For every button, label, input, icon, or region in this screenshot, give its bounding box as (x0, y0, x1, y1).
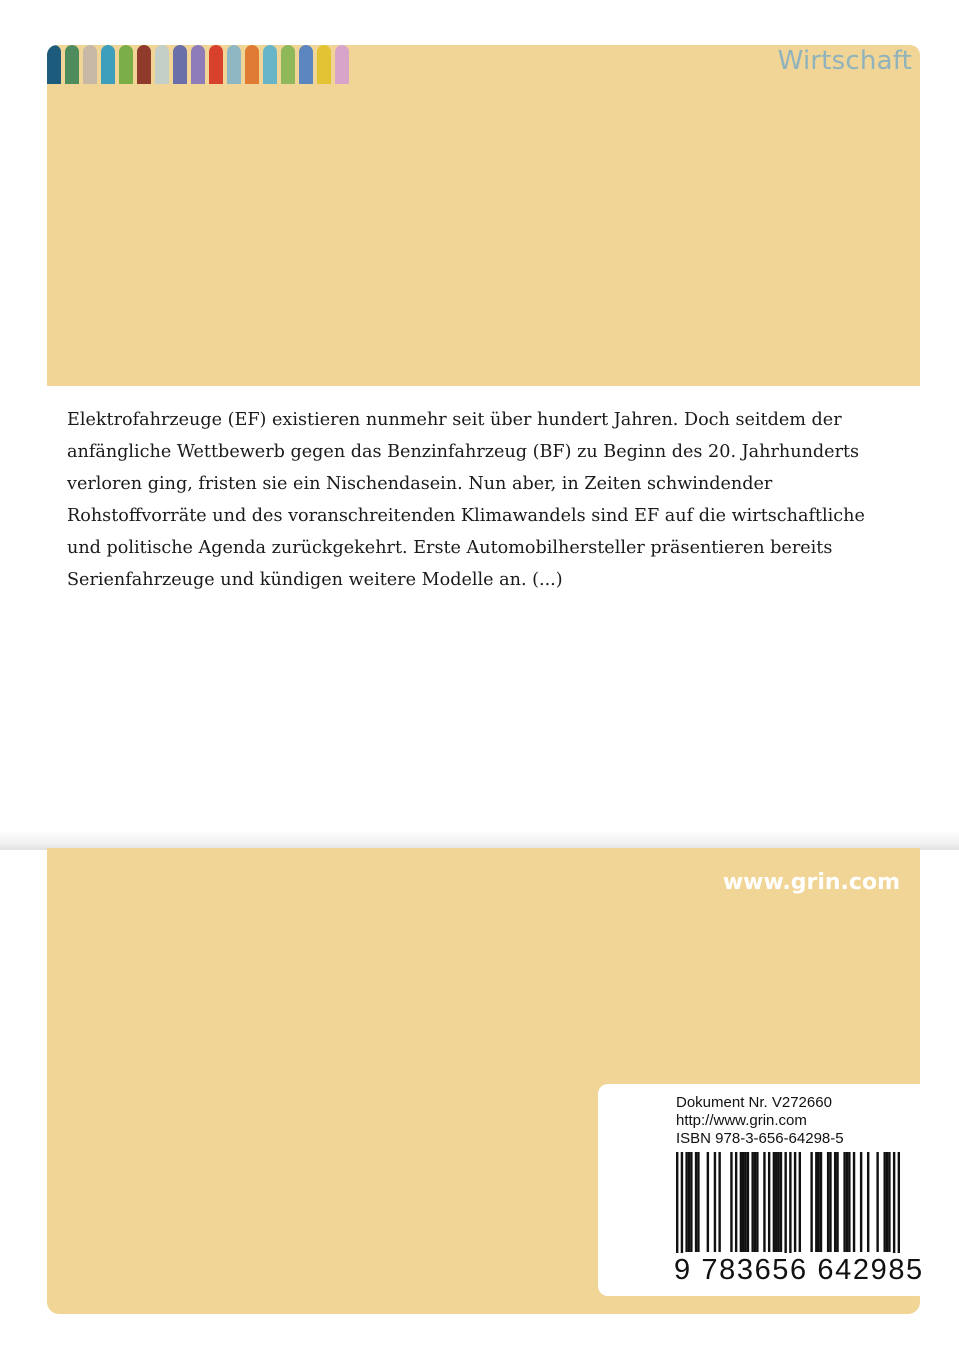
back-cover-blurb (67, 404, 907, 596)
barcode-bar (789, 1152, 791, 1260)
barcode-bar (676, 1152, 678, 1260)
barcode-bar (744, 1152, 746, 1252)
barcode-bar (860, 1152, 862, 1252)
barcode-bar (883, 1152, 885, 1252)
barcode-bar (780, 1152, 782, 1252)
barcode-bar (888, 1152, 890, 1252)
color-stripe (245, 45, 259, 84)
barcode-bar (740, 1152, 742, 1252)
barcode-bar (848, 1152, 850, 1252)
barcode-bar (898, 1152, 900, 1260)
color-stripe (299, 45, 313, 84)
barcode-bar (886, 1152, 888, 1252)
barcode-bar (681, 1152, 683, 1260)
blurb-line: Elektrofahrzeuge (EF) existieren nunmehr seit über hundert Jahren. Doch seitdem der (67, 410, 842, 430)
blurb-line: Rohstoffvorräte und des voranschreitenden Klimawandels sind EF auf die wirtschaftliche (67, 506, 865, 526)
barcode-bar (697, 1152, 699, 1252)
barcode-bar (688, 1152, 690, 1252)
barcode-bar (756, 1152, 758, 1252)
publisher-website: www.grin.com (722, 870, 900, 895)
top-cover-panel (47, 45, 920, 386)
barcode-bar (893, 1152, 895, 1260)
barcode-bar (695, 1152, 697, 1252)
color-stripe (101, 45, 115, 84)
barcode-bar (777, 1152, 779, 1252)
barcode-bar (730, 1152, 732, 1252)
category-label: Wirtschaft (777, 46, 912, 76)
isbn-barcode (676, 1152, 900, 1260)
color-stripe (227, 45, 241, 84)
barcode-bar (773, 1152, 775, 1252)
document-number: Dokument Nr. V272660 (676, 1094, 832, 1111)
barcode-bar (775, 1152, 777, 1252)
barcode-bar (799, 1152, 801, 1252)
barcode-bar (846, 1152, 848, 1252)
barcode-bar (751, 1152, 753, 1252)
color-stripe (209, 45, 223, 84)
barcode-bar (714, 1152, 716, 1252)
barcode-bar (843, 1152, 845, 1252)
barcode-digits: 9 783656 642985 (674, 1254, 924, 1286)
color-stripe (65, 45, 79, 84)
barcode-bar (784, 1152, 786, 1260)
barcode-bar (817, 1152, 819, 1252)
barcode-bar (829, 1152, 831, 1252)
barcode-bar (853, 1152, 855, 1252)
barcode-bar (754, 1152, 756, 1252)
document-meta (676, 1094, 844, 1148)
barcode-bar (707, 1152, 709, 1252)
barcode-bar (876, 1152, 878, 1252)
color-stripe (47, 45, 61, 84)
barcode-bar (768, 1152, 770, 1252)
color-stripe (317, 45, 331, 84)
color-stripe (281, 45, 295, 84)
blurb-line: Serienfahrzeuge und kündigen weitere Modelle an. (...) (67, 570, 563, 590)
barcode-bar (718, 1152, 720, 1252)
panel-shadow (0, 830, 959, 850)
barcode-bar (834, 1152, 836, 1252)
blurb-line: anfängliche Wettbewerb gegen das Benzinfahrzeug (BF) zu Beginn des 20. Jahrhunderts (67, 442, 860, 462)
color-stripe (83, 45, 97, 84)
barcode-bar (810, 1152, 812, 1252)
color-stripe (137, 45, 151, 84)
barcode-bar (685, 1152, 687, 1252)
color-stripe-bar (47, 45, 353, 84)
barcode-bar (747, 1152, 749, 1252)
barcode-bar (763, 1152, 765, 1252)
barcode-bar (867, 1152, 869, 1252)
barcode-bar (836, 1152, 838, 1252)
blurb-line: verloren ging, fristen sie ein Nischendasein. Nun aber, in Zeiten schwindender (67, 474, 773, 494)
blurb-line: und politische Agenda zurückgekehrt. Erste Automobilhersteller präsentieren bereits (67, 538, 833, 558)
barcode-bar (827, 1152, 829, 1252)
color-stripe (155, 45, 169, 84)
color-stripe (119, 45, 133, 84)
barcode-bar (735, 1152, 737, 1252)
barcode-bar (820, 1152, 822, 1252)
color-stripe (335, 45, 349, 84)
barcode-bar (794, 1152, 796, 1252)
barcode-bar (815, 1152, 817, 1252)
barcode-bar (690, 1152, 692, 1252)
document-url: http://www.grin.com (676, 1112, 807, 1129)
isbn-text: ISBN 978-3-656-64298-5 (676, 1130, 844, 1147)
color-stripe (191, 45, 205, 84)
barcode-bar (742, 1152, 744, 1252)
color-stripe (173, 45, 187, 84)
color-stripe (263, 45, 277, 84)
